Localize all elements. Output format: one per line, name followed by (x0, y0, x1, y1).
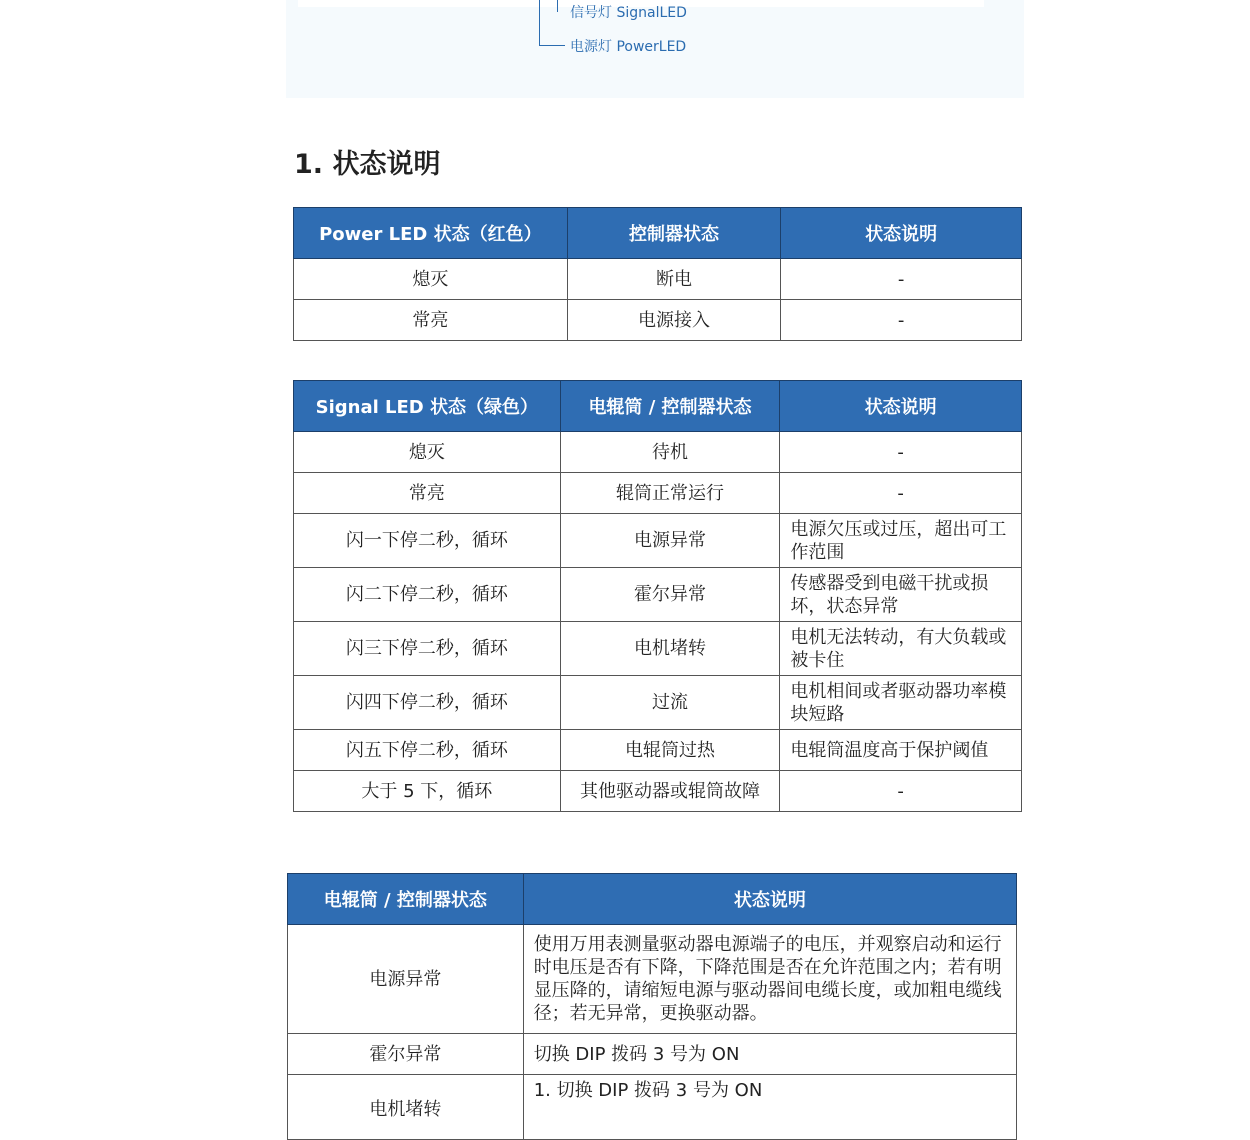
power-led-table (293, 207, 1022, 341)
troubleshooting-table (287, 873, 1017, 1140)
table-cell: 断电 (567, 259, 781, 300)
table-cell: 电机堵转 (288, 1075, 524, 1140)
table-cell: 闪五下停二秒，循环 (294, 730, 561, 771)
table-cell: 电源异常 (288, 925, 524, 1034)
table-cell: 常亮 (294, 300, 568, 341)
column-header: 状态说明 (523, 874, 1016, 925)
section-title: 1. 状态说明 (294, 149, 441, 180)
column-header: 状态说明 (780, 381, 1022, 432)
table-cell: 闪二下停二秒，循环 (294, 568, 561, 622)
column-header: 电辊筒 / 控制器状态 (288, 874, 524, 925)
table-cell: 传感器受到电磁干扰或损坏，状态异常 (780, 568, 1022, 622)
table-row (294, 514, 1022, 568)
table-cell: 电机堵转 (560, 622, 780, 676)
table-row (294, 730, 1022, 771)
table-cell: 大于 5 下，循环 (294, 771, 561, 812)
column-header: 控制器状态 (567, 208, 781, 259)
table-cell: 1. 切换 DIP 拨码 3 号为 ON (523, 1075, 1016, 1140)
column-header: 电辊筒 / 控制器状态 (560, 381, 780, 432)
table-cell: 电辊筒温度高于保护阈值 (780, 730, 1022, 771)
table-cell: 霍尔异常 (560, 568, 780, 622)
table-cell: 使用万用表测量驱动器电源端子的电压，并观察启动和运行时电压是否有下降，下降范围是否在允许范围之内；若有明显压降的，请缩短电源与驱动器间电缆长度，或加粗电缆线径；若无异常，更换驱动器。 (523, 925, 1016, 1034)
table-row (294, 300, 1022, 341)
table-row (294, 676, 1022, 730)
table-cell: 闪一下停二秒，循环 (294, 514, 561, 568)
table-cell: 电机无法转动，有大负载或被卡住 (780, 622, 1022, 676)
signal-led-table (293, 380, 1022, 812)
table-row (288, 1075, 1017, 1140)
table-cell: 电源接入 (567, 300, 781, 341)
table-cell: 过流 (560, 676, 780, 730)
table-cell: 常亮 (294, 473, 561, 514)
table-cell: 闪三下停二秒，循环 (294, 622, 561, 676)
table-header-row (294, 381, 1022, 432)
table-cell: 电辊筒过热 (560, 730, 780, 771)
table-cell: 霍尔异常 (288, 1034, 524, 1075)
callout-tick (557, 0, 558, 12)
column-header: Power LED 状态（红色） (294, 208, 568, 259)
table-cell: - (780, 473, 1022, 514)
table-cell: 切换 DIP 拨码 3 号为 ON (523, 1034, 1016, 1075)
table-row (288, 1034, 1017, 1075)
power-led-label: 电源灯 PowerLED (570, 39, 687, 55)
table-cell: 电源异常 (560, 514, 780, 568)
signal-led-label: 信号灯 SignalLED (570, 5, 687, 21)
table-row (294, 622, 1022, 676)
table-cell: 熄灭 (294, 259, 568, 300)
callout-line-arm (539, 45, 565, 46)
table-row (294, 568, 1022, 622)
table-row (288, 925, 1017, 1034)
table-cell: - (780, 432, 1022, 473)
table-row (294, 432, 1022, 473)
table-row (294, 259, 1022, 300)
table-cell: 熄灭 (294, 432, 561, 473)
table-cell: 电源欠压或过压，超出可工作范围 (780, 514, 1022, 568)
table-cell: 闪四下停二秒，循环 (294, 676, 561, 730)
table-cell: 待机 (560, 432, 780, 473)
table-cell: - (781, 300, 1022, 341)
column-header: 状态说明 (781, 208, 1022, 259)
table-header-row (294, 208, 1022, 259)
table-cell: - (781, 259, 1022, 300)
table-cell: 辊筒正常运行 (560, 473, 780, 514)
column-header: Signal LED 状态（绿色） (294, 381, 561, 432)
table-row (294, 473, 1022, 514)
table-cell: - (780, 771, 1022, 812)
table-header-row (288, 874, 1017, 925)
table-cell: 电机相间或者驱动器功率模块短路 (780, 676, 1022, 730)
table-cell: 其他驱动器或辊筒故障 (560, 771, 780, 812)
callout-line (539, 0, 540, 46)
table-row (294, 771, 1022, 812)
